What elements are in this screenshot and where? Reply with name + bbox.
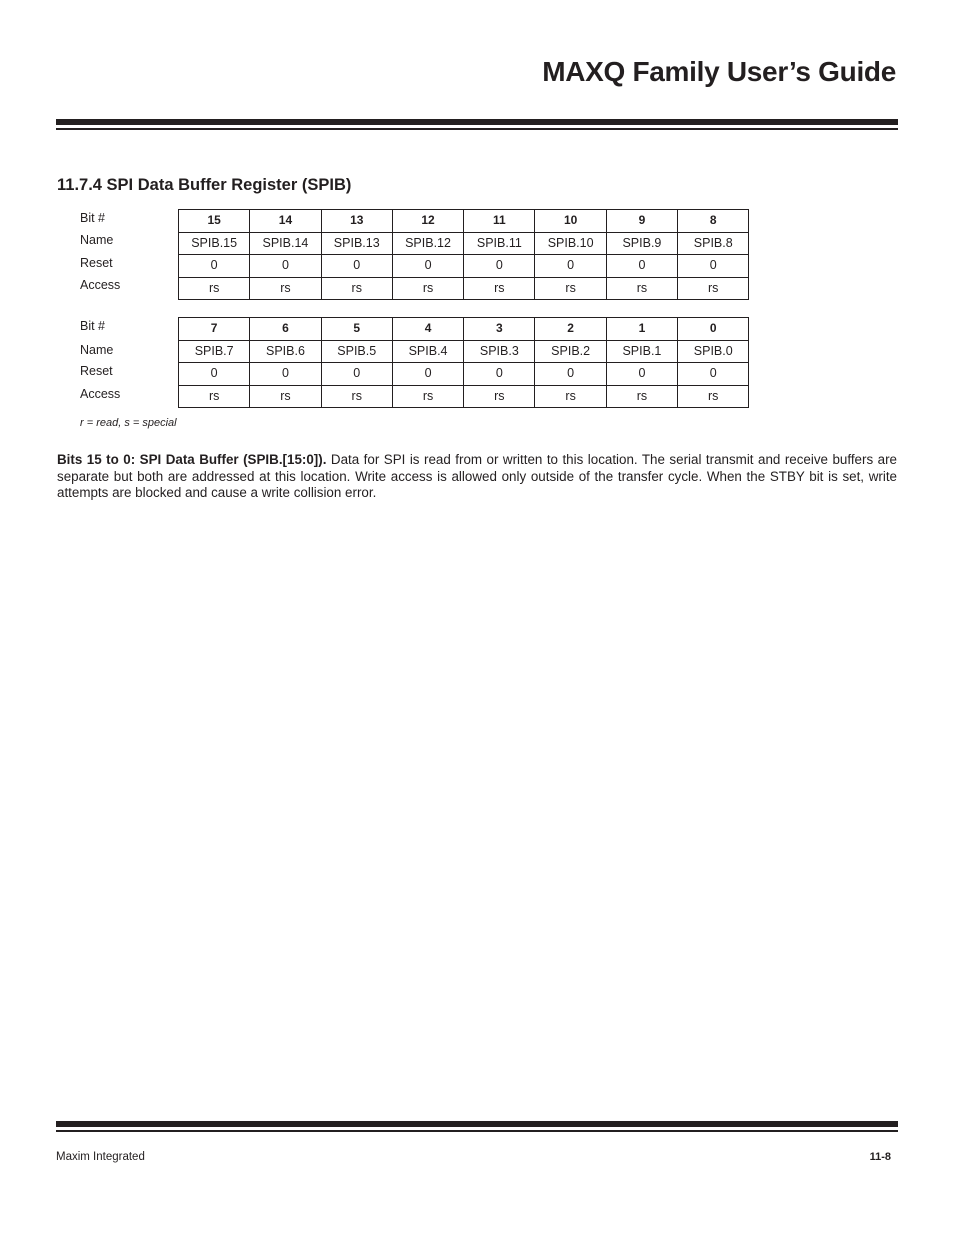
access-cell: rs	[678, 277, 749, 300]
bit-number-cell: 2	[535, 318, 606, 341]
reset-value-cell: 0	[250, 255, 321, 278]
bit-number-cell: 15	[179, 210, 250, 233]
row-label-access: Access	[80, 387, 121, 401]
section-heading: 11.7.4 SPI Data Buffer Register (SPIB)	[57, 176, 352, 194]
access-cell: rs	[179, 277, 250, 300]
bit-number-cell: 13	[321, 210, 392, 233]
reset-value-cell: 0	[464, 255, 535, 278]
reset-value-cell: 0	[321, 363, 392, 386]
row-label-name: Name	[80, 233, 114, 247]
access-cell: rs	[392, 385, 463, 408]
bit-name-row	[179, 232, 749, 255]
access-cell: rs	[464, 385, 535, 408]
bit-number-cell: 12	[392, 210, 463, 233]
access-cell: rs	[250, 385, 321, 408]
reset-value-cell: 0	[179, 255, 250, 278]
reset-value-cell: 0	[321, 255, 392, 278]
bit-number-cell: 11	[464, 210, 535, 233]
bit-number-cell: 9	[606, 210, 677, 233]
access-cell: rs	[678, 385, 749, 408]
bit-number-cell: 10	[535, 210, 606, 233]
bit-number-cell: 14	[250, 210, 321, 233]
row-label-reset: Reset	[80, 256, 113, 270]
bit-number-cell: 5	[321, 318, 392, 341]
bit-name-cell: SPIB.12	[392, 232, 463, 255]
bit-name-cell: SPIB.9	[606, 232, 677, 255]
access-cell: rs	[392, 277, 463, 300]
access-cell: rs	[179, 385, 250, 408]
reset-value-cell: 0	[606, 255, 677, 278]
header-rule-thick	[56, 119, 898, 125]
access-legend: r = read, s = special	[80, 417, 177, 429]
reset-value-cell: 0	[606, 363, 677, 386]
bit-description-body: Data for SPI is read from or written to this location. The serial transmit and receive buffers are separate but both are addressed at this location. Write access is allowed only outside of the transfer cycle. When the STBY bit is set, write attempts are blocked and cause a write collision error.	[57, 452, 897, 501]
bit-description	[57, 452, 897, 502]
bit-description-lead: Bits 15 to 0: SPI Data Buffer (SPIB.[15:0]).	[57, 452, 327, 467]
reset-value-cell: 0	[392, 255, 463, 278]
bit-name-cell: SPIB.13	[321, 232, 392, 255]
row-label-access: Access	[80, 278, 121, 292]
bit-name-cell: SPIB.1	[606, 340, 677, 363]
bit-name-cell: SPIB.2	[535, 340, 606, 363]
access-row	[179, 385, 749, 408]
access-row	[179, 277, 749, 300]
bit-name-cell: SPIB.8	[678, 232, 749, 255]
reset-value-cell: 0	[250, 363, 321, 386]
reset-value-cell: 0	[179, 363, 250, 386]
bit-name-cell: SPIB.7	[179, 340, 250, 363]
access-cell: rs	[321, 385, 392, 408]
bit-name-cell: SPIB.15	[179, 232, 250, 255]
reset-value-row	[179, 255, 749, 278]
bit-number-cell: 7	[179, 318, 250, 341]
bit-number-cell: 3	[464, 318, 535, 341]
reset-value-row	[179, 363, 749, 386]
bit-name-cell: SPIB.6	[250, 340, 321, 363]
bit-name-row	[179, 340, 749, 363]
access-cell: rs	[606, 385, 677, 408]
row-label-name: Name	[80, 343, 114, 357]
reset-value-cell: 0	[464, 363, 535, 386]
row-label-reset: Reset	[80, 364, 113, 378]
bit-name-cell: SPIB.5	[321, 340, 392, 363]
bit-name-cell: SPIB.10	[535, 232, 606, 255]
access-cell: rs	[535, 277, 606, 300]
header-rule-thin	[56, 128, 898, 130]
bit-name-cell: SPIB.14	[250, 232, 321, 255]
footer-company: Maxim Integrated	[56, 1151, 145, 1163]
bit-name-cell: SPIB.0	[678, 340, 749, 363]
bit-number-cell: 1	[606, 318, 677, 341]
bit-number-cell: 6	[250, 318, 321, 341]
reset-value-cell: 0	[678, 255, 749, 278]
footer-rule-thick	[56, 1121, 898, 1127]
document-title: MAXQ Family User’s Guide	[542, 56, 896, 87]
reset-value-cell: 0	[678, 363, 749, 386]
row-label-bit: Bit #	[80, 319, 106, 333]
bit-number-cell: 0	[678, 318, 749, 341]
bit-name-cell: SPIB.11	[464, 232, 535, 255]
bit-number-row	[179, 210, 749, 233]
reset-value-cell: 0	[535, 255, 606, 278]
access-cell: rs	[464, 277, 535, 300]
bit-number-cell: 8	[678, 210, 749, 233]
access-cell: rs	[321, 277, 392, 300]
bit-name-cell: SPIB.3	[464, 340, 535, 363]
register-grid	[178, 317, 749, 408]
register-grid	[178, 209, 749, 300]
footer-rule-thin	[56, 1130, 898, 1132]
footer-page-number: 11-8	[869, 1151, 891, 1163]
reset-value-cell: 0	[535, 363, 606, 386]
row-label-bit: Bit #	[80, 211, 106, 225]
reset-value-cell: 0	[392, 363, 463, 386]
access-cell: rs	[606, 277, 677, 300]
access-cell: rs	[250, 277, 321, 300]
bit-number-row	[179, 318, 749, 341]
access-cell: rs	[535, 385, 606, 408]
bit-name-cell: SPIB.4	[392, 340, 463, 363]
bit-number-cell: 4	[392, 318, 463, 341]
